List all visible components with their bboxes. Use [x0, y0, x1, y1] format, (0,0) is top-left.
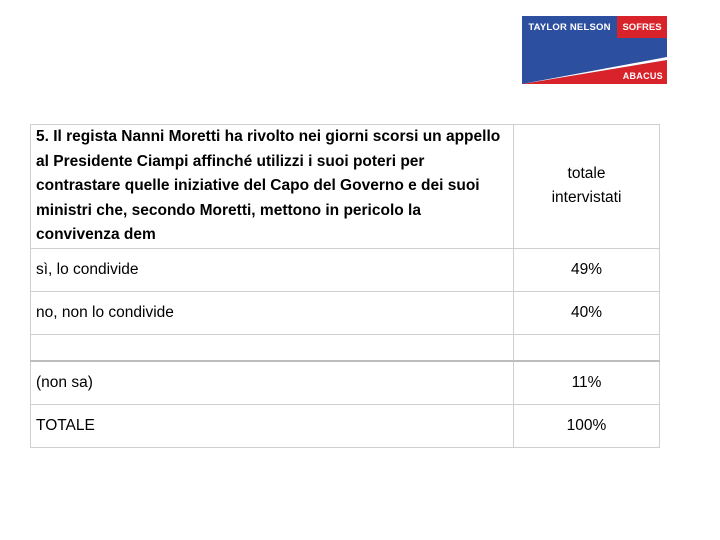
logo-text-abacus: ABACUS	[622, 71, 663, 81]
table-row	[31, 361, 660, 405]
row-value: 49%	[514, 248, 660, 291]
row-label: TOTALE	[31, 404, 514, 447]
row-label: no, non lo condivide	[31, 291, 514, 334]
table-row-total	[31, 404, 660, 447]
table-header-row	[31, 125, 660, 249]
table-row	[31, 291, 660, 334]
row-value	[514, 334, 660, 361]
table-row	[31, 248, 660, 291]
row-value: 11%	[514, 361, 660, 405]
survey-results-table	[30, 124, 660, 448]
row-label: (non sa)	[31, 361, 514, 405]
row-value: 40%	[514, 291, 660, 334]
logo-graphic	[522, 38, 667, 84]
column-header-total	[514, 125, 660, 249]
row-value: 100%	[514, 404, 660, 447]
company-logo	[522, 16, 667, 84]
column-header-line2: intervistati	[551, 189, 622, 207]
logo-text-sofres: SOFRES	[617, 16, 667, 38]
column-header-line1: totale	[567, 165, 606, 183]
logo-text-taylor-nelson: TAYLOR NELSON	[522, 16, 617, 38]
row-label	[31, 334, 514, 361]
survey-question: 5. Il regista Nanni Moretti ha rivolto nei giorni scorsi un appello al Presidente Ciampi affinché utilizzi i suoi poteri per contrastare quelle iniziative del Capo del Governo e dei suoi ministri che, secondo Moretti, mettono in pericolo la convivenza dem	[31, 125, 514, 249]
table-row-empty	[31, 334, 660, 361]
row-label: sì, lo condivide	[31, 248, 514, 291]
